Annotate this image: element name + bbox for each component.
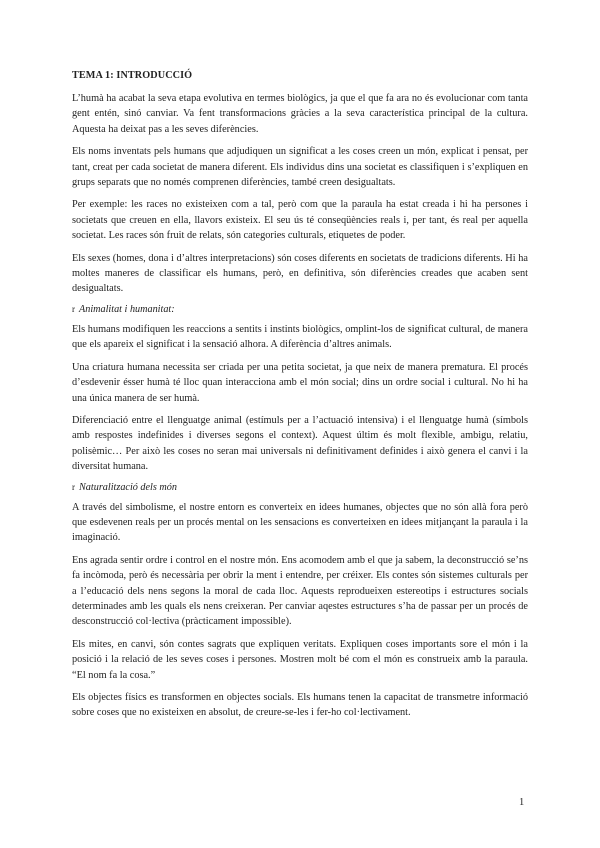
paragraph: Per exemple: les races no existeixen com a tal, però com que la paraula ha estat creada i hi ha persones i societats que creuen en ella, llavors existeix. El seu ús té conseqüències reals i, per tant, és real per aquella societat. Les races són fruit de relats, són categories culturals, etiquetes de poder.: [72, 199, 528, 242]
paragraph: Els sexes (homes, dona i d’altres interpretacions) són coses diferents en societats de tradicions diferents. Hi ha moltes maneres de classificar els humans, però, en definitiva, són diferències creades que acaben sent desigualtats.: [72, 252, 528, 295]
section-heading-animalitat: [72, 304, 528, 315]
paragraph: Els humans modifiquen les reaccions a sentits i instints biològics, omplint-los de significat cultural, de manera que els apareix el significat i la sensació alhora. A diferència d’altres animals.: [72, 323, 528, 351]
bullet-marker: r: [72, 482, 75, 493]
document-body: [72, 70, 528, 728]
paragraph: A través del simbolisme, el nostre entorn es converteix en idees humanes, objectes que no són allà fora però que esdevenen reals per un procés mental on les sensacions es converteixen en idees mitjançant la paraula i la imaginació.: [72, 501, 528, 544]
paragraph: Els noms inventats pels humans que adjudiquen un significat a les coses creen un món, explicat i pensat, per tant, creat per cada societat de manera diferent. Els individus dins una societat es classifiquen i s’expliquen en grups separats que no només comprenen diferències, també creen desigualtats.: [72, 146, 528, 189]
paragraph: Diferenciació entre el llenguatge animal (estímuls per a l’actuació intensiva) i el llenguatge humà (símbols amb respostes indefinides i diverses segons el context). Aquest últim és molt flexible, ambigu, relatiu, polisèmic… Per això les coses no seran mai universals ni definitivament definides i això genera el canvi i la diversitat humana.: [72, 414, 528, 473]
paragraph: Els mites, en canvi, són contes sagrats que expliquen veritats. Expliquen coses importants sore el món i la posició i la relació de les seves coses i persones. Mostren molt bé com el món es construeix amb la paraula. “El nom fa la cosa.”: [72, 638, 528, 681]
paragraph: Els objectes físics es transformen en objectes socials. Els humans tenen la capacitat de transmetre informació sobre coses que no existeixen en absolut, de creure-se-les i fer-ho col·lectivament.: [72, 692, 528, 719]
paragraph: Ens agrada sentir ordre i control en el nostre món. Ens acomodem amb el que ja sabem, la deconstrucció se’ns fa incòmoda, però és necessària per obrir la ment i entendre, per créixer. Els contes són sistemes culturals per a l’educació dels nens segons la moral de cada lloc. Aquests reprodueixen estereotips i estructures socials determinades amb les quals els nens creixeran. Per canviar aqestes estructures s’ha de passar per un procés de desconstrucció col·lectiva (pràcticament impossible).: [72, 554, 528, 628]
paragraph: Una criatura humana necessita ser criada per una petita societat, ja que neix de manera prematura. El procés d’esdevenir ésser humà té lloc quan interacciona amb el món social; dins un ordre social i cultural. No hi ha una única manera de ser humà.: [72, 361, 528, 404]
section-heading-label: Naturalització dels món: [79, 481, 177, 493]
bullet-marker: r: [72, 304, 75, 315]
section-heading-label: Animalitat i humanitat:: [79, 303, 175, 315]
document-title: TEMA 1: INTRODUCCIÓ: [72, 70, 193, 81]
section-heading-naturalitzacio: [72, 482, 528, 493]
page-number: 1: [519, 797, 525, 808]
paragraph: L’humà ha acabat la seva etapa evolutiva en termes biològics, ja que el que fa ara no és evolucionar com tanta gent entén, sinó canviar. Va fent transformacions gràcies a la seva característica principal de la cultura. Aquesta ha deixat pas a les seves diferències.: [72, 93, 528, 135]
